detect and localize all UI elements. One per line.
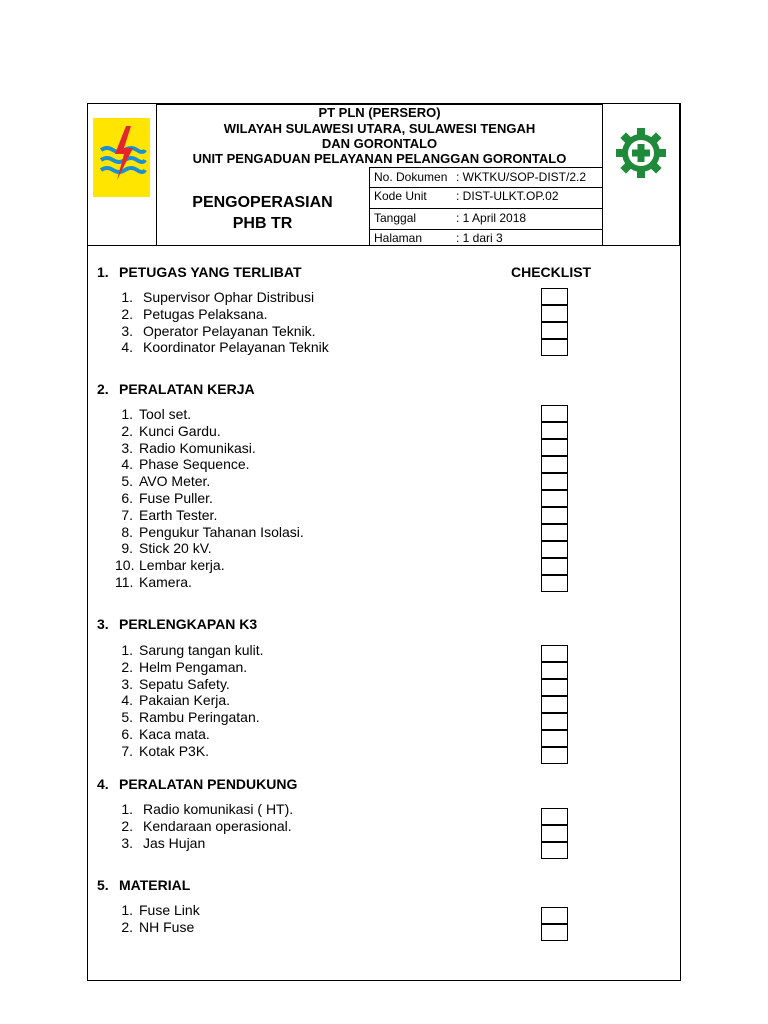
item-number: 6. [121, 726, 133, 742]
checkbox[interactable] [541, 825, 568, 842]
checkbox[interactable] [541, 524, 568, 541]
item-number: 1. [121, 406, 133, 422]
meta-label-date: Tanggal [374, 211, 417, 225]
list-item [115, 743, 209, 759]
list-item [115, 473, 210, 489]
checkbox[interactable] [541, 456, 568, 473]
item-number: 9. [121, 540, 133, 557]
meta-top-line [369, 167, 603, 168]
item-label: Kamera. [139, 574, 192, 590]
item-label: Tool set. [139, 406, 192, 422]
item-label: Kotak P3K. [139, 742, 210, 759]
item-label: Earth Tester. [139, 506, 218, 523]
list-item [115, 902, 200, 918]
checkbox[interactable] [541, 507, 568, 524]
item-label: Phase Sequence. [139, 456, 250, 473]
item-number: 11. [115, 574, 134, 590]
section-title: PERALATAN KERJA [119, 381, 255, 397]
checkbox[interactable] [541, 696, 568, 713]
checkbox[interactable] [541, 575, 568, 592]
checkbox[interactable] [541, 842, 568, 859]
meta-line-4 [369, 229, 603, 230]
checkbox[interactable] [541, 747, 568, 764]
item-number: 2. [121, 918, 133, 935]
item-number: 6. [121, 490, 133, 506]
checkbox[interactable] [541, 288, 568, 305]
meta-label-unit-code: Kode Unit [374, 189, 427, 203]
meta-line-2 [369, 187, 603, 188]
item-number: 1. [121, 642, 133, 658]
list-item [115, 540, 212, 556]
checkbox[interactable] [541, 490, 568, 507]
meta-line-3 [369, 208, 603, 209]
item-number: 2. [121, 305, 133, 322]
item-number: 2. [121, 817, 133, 834]
item-number: 3. [121, 675, 133, 692]
company-name: PT PLN (PERSERO) [318, 105, 441, 120]
item-number: 7. [121, 742, 133, 759]
checkbox[interactable] [541, 713, 568, 730]
item-label: Sepatu Safety. [139, 675, 230, 692]
section-number: 3. [97, 616, 109, 632]
section-number: 1. [97, 264, 109, 280]
meta-value-doc-number: : WKTKU/SOP-DIST/2.2 [456, 170, 587, 184]
section-heading [97, 264, 302, 280]
list-item [115, 726, 210, 742]
list-item [115, 919, 194, 935]
list-item [115, 490, 213, 506]
item-number: 4. [121, 339, 133, 356]
list-item [115, 440, 256, 456]
item-label: Supervisor Ophar Distribusi [143, 289, 315, 305]
list-item [115, 406, 191, 422]
meta-value-unit-code: : DIST-ULKT.OP.02 [456, 189, 559, 203]
section-title: PETUGAS YANG TERLIBAT [119, 264, 302, 280]
checkbox[interactable] [541, 558, 568, 575]
item-label: Stick 20 kV. [139, 540, 212, 557]
item-number: 5. [121, 709, 133, 726]
list-item [115, 676, 230, 692]
list-item [115, 507, 217, 523]
list-item [115, 524, 304, 540]
header-bottom-line [87, 245, 681, 246]
checkbox[interactable] [541, 730, 568, 747]
list-item [115, 818, 292, 834]
checkbox[interactable] [541, 473, 568, 490]
item-number: 3. [121, 439, 133, 456]
checkbox[interactable] [541, 405, 568, 422]
document-title-line-2: PHB TR [232, 215, 293, 232]
item-number: 4. [121, 692, 133, 709]
item-label: Fuse Puller. [139, 490, 213, 506]
item-label: Lembar kerja. [139, 557, 225, 574]
item-label: Fuse Link [139, 902, 200, 918]
checkbox[interactable] [541, 924, 568, 941]
list-item [115, 709, 260, 725]
item-label: Jas Hujan [143, 834, 206, 851]
list-item [115, 692, 230, 708]
checkbox[interactable] [541, 439, 568, 456]
item-number: 7. [121, 506, 133, 523]
section-title: PERALATAN PENDUKUNG [119, 776, 298, 792]
document-title-line-1: PENGOPERASIAN [192, 194, 333, 211]
meta-label-page: Halaman [374, 231, 423, 245]
section-heading [97, 877, 190, 893]
section-heading [97, 616, 257, 632]
section-number: 5. [97, 877, 109, 893]
meta-divider [369, 167, 370, 246]
item-number: 3. [121, 834, 133, 851]
checkbox[interactable] [541, 645, 568, 662]
item-number: 1. [121, 289, 133, 305]
list-item [115, 801, 293, 817]
header-right-border [679, 104, 681, 246]
list-item [115, 835, 205, 851]
item-label: Kunci Gardu. [139, 422, 221, 439]
section-heading [97, 381, 255, 397]
item-label: AVO Meter. [139, 473, 211, 490]
checkbox[interactable] [541, 808, 568, 825]
list-item [115, 289, 314, 305]
list-item [115, 642, 264, 658]
checkbox[interactable] [541, 907, 568, 924]
checkbox[interactable] [541, 679, 568, 696]
pln-logo [93, 118, 150, 197]
checkbox[interactable] [541, 305, 568, 322]
item-label: Petugas Pelaksana. [143, 305, 268, 322]
checkbox[interactable] [541, 322, 568, 339]
item-number: 2. [121, 422, 133, 439]
section-title: PERLENGKAPAN K3 [119, 616, 258, 632]
section-heading [97, 776, 297, 792]
checkbox[interactable] [541, 662, 568, 679]
section-number: 4. [97, 776, 109, 792]
item-label: Operator Pelayanan Teknik. [143, 322, 316, 339]
list-item [115, 456, 250, 472]
item-label: NH Fuse [139, 918, 195, 935]
item-number: 2. [121, 658, 133, 675]
checkbox[interactable] [541, 339, 568, 356]
list-item [115, 574, 192, 590]
item-label: Koordinator Pelayanan Teknik [143, 339, 329, 356]
item-label: Kendaraan operasional. [143, 817, 292, 834]
list-item [115, 339, 329, 355]
unit-name: UNIT PENGADUAN PELAYANAN PELANGGAN GORONTALO [192, 151, 567, 166]
item-label: Rambu Peringatan. [139, 709, 260, 726]
checkbox[interactable] [541, 541, 568, 558]
item-label: Pengukur Tahanan Isolasi. [139, 523, 304, 540]
list-item [115, 557, 225, 573]
item-number: 5. [121, 473, 133, 490]
list-item [115, 306, 268, 322]
item-number: 4. [121, 456, 133, 473]
checkbox[interactable] [541, 422, 568, 439]
item-number: 3. [121, 322, 133, 339]
checklist-heading: CHECKLIST [511, 264, 592, 280]
meta-label-doc-number: No. Dokumen [374, 170, 448, 184]
item-label: Sarung tangan kulit. [139, 642, 264, 658]
item-label: Kaca mata. [139, 726, 210, 742]
k3-safety-logo [613, 127, 669, 179]
item-number: 1. [121, 801, 133, 817]
section-title: MATERIAL [119, 877, 191, 893]
list-item [115, 323, 316, 339]
meta-value-page: : 1 dari 3 [456, 231, 503, 245]
list-item [115, 423, 221, 439]
item-label: Pakaian Kerja. [139, 692, 231, 709]
region-line-2: DAN GORONTALO [321, 136, 438, 151]
item-number: 8. [121, 523, 133, 540]
item-label: Helm Pengaman. [139, 658, 248, 675]
section-number: 2. [97, 381, 109, 397]
item-number: 1. [121, 902, 133, 918]
item-label: Radio Komunikasi. [139, 439, 256, 456]
item-number: 10. [115, 557, 135, 574]
item-label: Radio komunikasi ( HT). [143, 801, 294, 817]
region-line-1: WILAYAH SULAWESI UTARA, SULAWESI TENGAH [223, 121, 536, 136]
meta-value-date: : 1 April 2018 [456, 211, 527, 225]
list-item [115, 659, 247, 675]
